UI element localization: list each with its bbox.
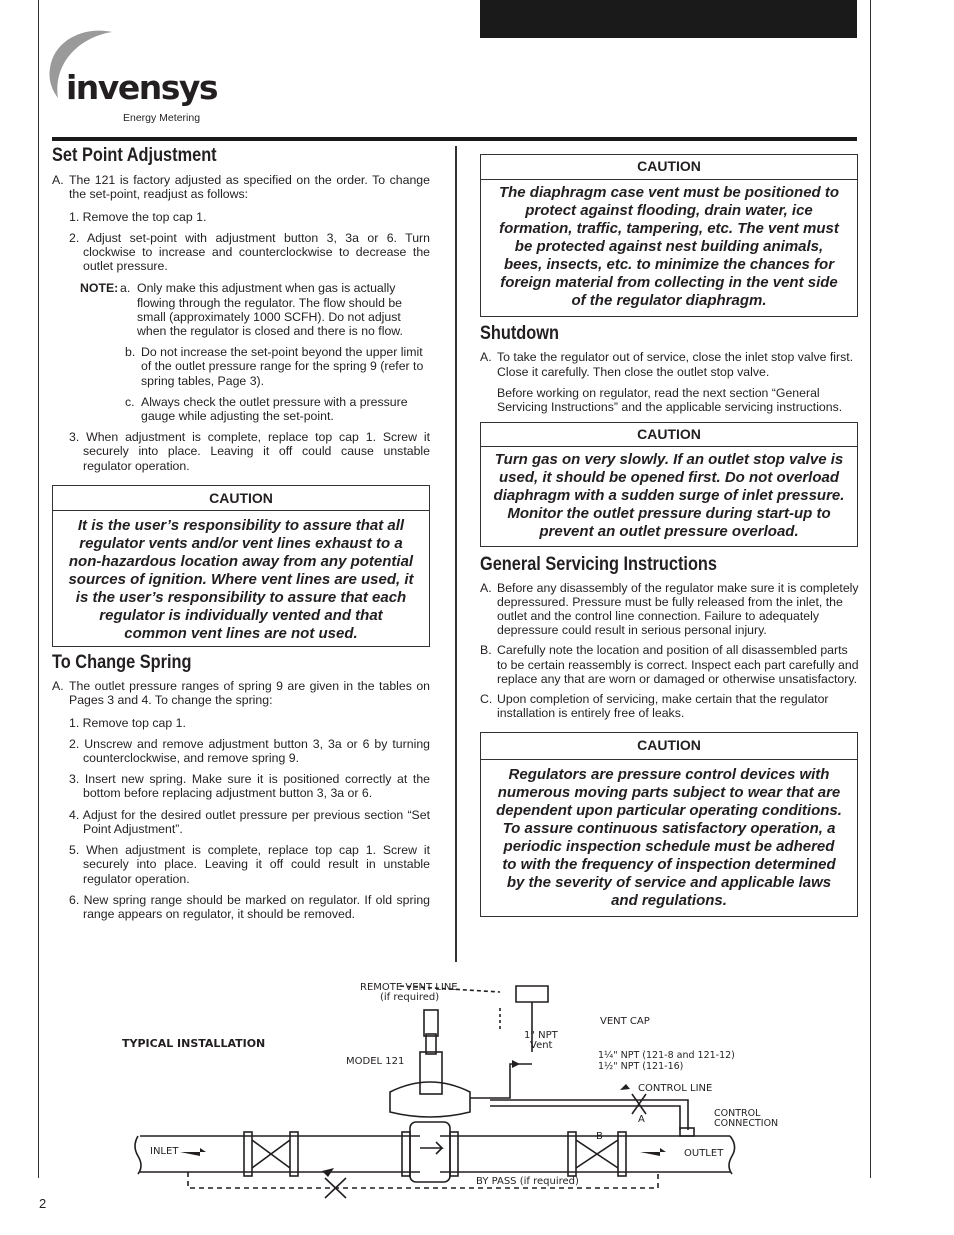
page-number: 2 — [39, 1196, 47, 1211]
spring-step-4: 4. Adjust for the desired outlet pressure per previous section “Set Point Adjustment”. — [69, 807, 430, 836]
npt-size-a: 1¼" NPT (121-8 and 121-12) — [598, 1050, 735, 1061]
shutdown-item-a — [480, 350, 859, 378]
item-text: To take the regulator out of service, close the inlet stop valve first. Close it carefully. Then close the outlet stop valve. — [497, 350, 854, 379]
item-label: c. — [125, 394, 135, 409]
outlet-label: OUTLET — [684, 1148, 724, 1159]
item-text: Only make this adjustment when gas is actually flowing through the regulator. The flow should be small (approximately 1000 SCFH). Do not adjust when the regulator is closed and there is no flow. — [137, 281, 403, 339]
caution-box-diaphragm-vent — [480, 154, 858, 317]
caution-heading: CAUTION — [53, 486, 429, 511]
item-label: A. — [480, 350, 492, 365]
column-divider — [455, 146, 457, 962]
spring-step-3: 3. Insert new spring. Make sure it is positioned correctly at the bottom before replacing adjustment button 3, 3a or 6. — [69, 772, 430, 801]
item-text: Do not increase the set-point beyond the upper limit of the outlet pressure range for the spring 9 (refer to spring tables, Page 3). — [141, 345, 424, 388]
caution-heading: CAUTION — [481, 155, 857, 180]
spring-step-5: 5. When adjustment is complete, replace top cap 1. Screw it securely into place. Leaving it off could result in unstable regulator operation. — [69, 843, 430, 886]
caution-heading: CAUTION — [481, 423, 857, 447]
caution-box-startup — [480, 422, 858, 547]
note-b — [125, 345, 430, 388]
spring-step-2: 2. Unscrew and remove adjustment button 3, 3a or 6 by turning counterclockwise, and remove spring 9. — [69, 736, 430, 766]
inlet-label: INLET — [150, 1146, 179, 1157]
set-point-step-2: 2. Adjust set-point with adjustment button 3, 3a or 6. Turn clockwise to increase and counterclockwise to decrease the outlet pressure. — [69, 230, 430, 274]
valve-b-label: B — [596, 1131, 603, 1142]
caution-box-vents — [52, 485, 430, 647]
caution-body: Turn gas on very slowly. If an outlet stop valve is used, it should be opened first. Do not overload diaphragm with a sudden surge of inlet pressure. Monitor the outlet pressure during start-up to prevent an outlet pressure overload. — [493, 451, 845, 541]
spring-step-1: 1. Remove top cap 1. — [69, 715, 186, 730]
item-label: A. — [52, 679, 64, 694]
set-point-heading: Set Point Adjustment — [52, 145, 217, 166]
caution-heading: CAUTION — [481, 733, 857, 759]
set-point-step-3: 3. When adjustment is complete, replace top cap 1. Screw it securely into place. Leaving it off could cause unstable regulator operation. — [69, 430, 430, 473]
item-text: The 121 is factory adjusted as specified on the order. To change the set-point, readjust as follows: — [69, 173, 430, 202]
model-label: MODEL 121 — [346, 1056, 405, 1067]
right-margin-rule — [870, 0, 871, 1178]
caution-body: The diaphragm case vent must be positioned to protect against flooding, drain water, ice formation, traffic, tampering, etc. The vent must be protected against nest building animals, bees, insects, etc. to minimize the chances for foreign material from collecting in the vent side of the regulator diaphragm. — [498, 184, 840, 310]
item-text: Upon completion of servicing, make certain that the regulator installation is entirely free of leaks. — [497, 692, 829, 721]
diagram-title: TYPICAL INSTALLATION — [122, 1037, 266, 1050]
shutdown-heading: Shutdown — [480, 323, 559, 345]
item-text: Before any disassembly of the regulator make sure it is completely depressured. Pressure must be fully released from the inlet, the outlet and the control line connection. Failure to adequately depressure could result in serious personal injury. — [497, 580, 859, 638]
npt-vent-label: 1" NPT — [524, 1030, 558, 1041]
valve-a-label: A — [638, 1114, 645, 1125]
servicing-item-b — [480, 643, 859, 686]
caution-body: It is the user’s responsibility to assure that all regulator vents and/or vent lines exhaust to a non-hazardous location away from any potential sources of ignition. Where vent lines are used, it is the user’s responsibility to assure that each regulator is individually vented and that common vent lines are not used. — [68, 517, 414, 643]
header-bar — [480, 0, 857, 38]
item-label: C. — [480, 692, 493, 707]
invensys-logo — [46, 28, 226, 128]
note-label: NOTE: — [80, 281, 119, 296]
item-label: a. — [120, 281, 131, 296]
installation-drawing — [120, 972, 800, 1202]
note-a — [80, 281, 430, 338]
brand-name: invensys — [66, 68, 217, 107]
npt-vent-label-2: Vent — [530, 1040, 553, 1051]
control-line-label: CONTROL LINE — [638, 1083, 713, 1094]
right-column — [480, 146, 859, 917]
spring-intro — [52, 679, 430, 707]
bypass-label: BY PASS (if required) — [476, 1176, 579, 1187]
servicing-heading: General Servicing Instructions — [480, 554, 718, 576]
left-margin-rule — [38, 0, 39, 1178]
servicing-item-c — [480, 692, 859, 720]
item-text: Carefully note the location and position of all disassembled parts to be certain reassembly is correct. Inspect each part carefully and replace any that are worn or damaged or otherwise unsatisfactory. — [497, 643, 859, 686]
spring-step-6: 6. New spring range should be marked on regulator. If old spring range appears on regulator, it should be removed. — [69, 892, 430, 921]
vent-cap-label: VENT CAP — [600, 1016, 650, 1027]
note-c — [125, 395, 430, 423]
caution-box-inspection — [480, 732, 858, 916]
remote-vent-label: REMOTE VENT LINE — [360, 982, 458, 993]
change-spring-heading: To Change Spring — [52, 652, 192, 674]
item-text: Always check the outlet pressure with a pressure gauge while adjusting the set-point. — [141, 394, 408, 424]
brand-subtitle: Energy Metering — [123, 112, 201, 124]
item-label: B. — [480, 643, 492, 658]
npt-size-b: 1½" NPT (121-16) — [598, 1061, 684, 1072]
item-label: A. — [480, 580, 492, 595]
set-point-intro — [52, 173, 430, 201]
remote-vent-note: (if required) — [380, 992, 440, 1003]
servicing-item-a — [480, 581, 859, 638]
header-rule — [52, 137, 857, 141]
control-connection-label-2: CONNECTION — [714, 1118, 779, 1129]
caution-body: Regulators are pressure control devices with numerous moving parts subject to wear that are dependent upon particular operating conditions. To assure continuous satisfactory operation, a periodic inspection schedule must be adhered to with the frequency of inspection determined by the severity of service and applicable laws and regulations. — [496, 765, 842, 909]
control-connection-label: CONTROL — [714, 1108, 761, 1119]
item-label: A. — [52, 173, 64, 188]
typical-installation-diagram — [120, 972, 800, 1202]
left-column — [52, 146, 430, 921]
item-label: b. — [125, 345, 136, 360]
set-point-step-1: 1. Remove the top cap 1. — [69, 209, 207, 224]
item-text: The outlet pressure ranges of spring 9 are given in the tables on Pages 3 and 4. To change the spring: — [69, 679, 430, 708]
shutdown-note: Before working on regulator, read the next section “General Servicing Instructions” and the applicable servicing instructions. — [497, 385, 843, 415]
